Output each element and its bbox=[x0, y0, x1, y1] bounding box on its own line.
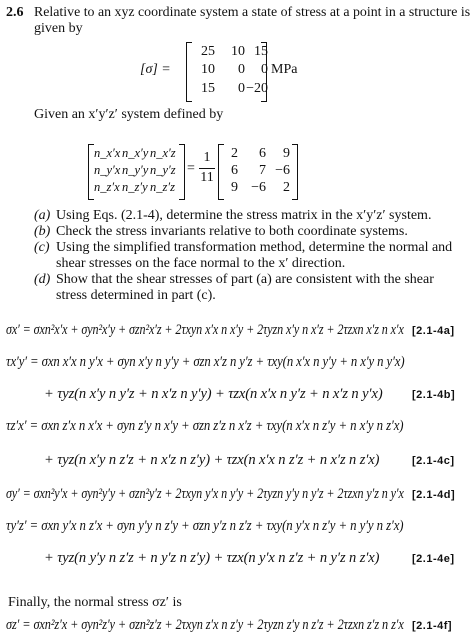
unit-label: MPa bbox=[271, 62, 298, 77]
matrix-cell: 15 bbox=[201, 81, 215, 96]
matrix-cell: −20 bbox=[246, 81, 268, 96]
equation-text: τy′z′ = σxn y′x n z′x + σyn y′y n z′y + σzn y′z n z′z + τxy(n y′x n z′y + n y′y n z′x) bbox=[6, 518, 404, 534]
equation-line bbox=[6, 354, 405, 371]
equation-line bbox=[6, 418, 403, 435]
transform-matrix-cell: 7 bbox=[259, 163, 266, 178]
equation-text: σz′ = σxn²z′x + σyn²z′y + σzn²z′z + 2τxyn z′x n z′y + 2τyzn z′y n z′z + 2τzxn z′z n z′x bbox=[6, 617, 404, 633]
fraction-numerator: 1 bbox=[203, 150, 211, 165]
transform-matrix-cell: 2 bbox=[283, 180, 290, 195]
equation-2.1-4f bbox=[6, 617, 404, 634]
part-label: (a) bbox=[34, 208, 51, 223]
equation-line bbox=[6, 486, 404, 503]
equation-tag: [2.1-4d] bbox=[412, 489, 456, 501]
equation-tag: [2.1-4e] bbox=[412, 553, 455, 565]
part-text: Check the stress invariants relative to both coordinate systems. bbox=[56, 224, 408, 239]
part-text-continued: stress determined in part (c). bbox=[56, 288, 216, 303]
finally-text: Finally, the normal stress σz′ is bbox=[8, 595, 182, 610]
part-text: Using Eqs. (2.1-4), determine the stress matrix in the x′y′z′ system. bbox=[56, 208, 432, 223]
right-bracket bbox=[179, 144, 185, 200]
equation-tag: [2.1-4a] bbox=[412, 325, 455, 337]
matrix-cell: 0 bbox=[238, 81, 245, 96]
transform-matrix-cell: 9 bbox=[231, 180, 238, 195]
part-text: Show that the shear stresses of part (a) are consistent with the shear bbox=[56, 272, 434, 287]
equation-line bbox=[44, 386, 383, 403]
part-label: (c) bbox=[34, 240, 50, 255]
part-label: (d) bbox=[34, 272, 51, 287]
matrix-cell: 15 bbox=[254, 44, 268, 59]
equation-text: σx′ = σxn²x′x + σyn²x′y + σzn²x′z + 2τxyn x′x n x′y + 2τyzn x′y n x′z + 2τzxn x′z n x′x bbox=[6, 322, 404, 338]
matrix-cell: 10 bbox=[201, 62, 215, 77]
sigma-label: [σ] = bbox=[140, 62, 171, 77]
equation-tag: [2.1-4b] bbox=[412, 389, 456, 401]
fraction-line bbox=[199, 168, 215, 169]
transform-matrix-cell: −6 bbox=[275, 163, 290, 178]
direction-cosine-cell: n_z′z bbox=[150, 180, 175, 194]
equation-text: + τyz(n y′y n z′z + n y′z n z′y) + τzx(n y′x n z′z + n y′z n z′x) bbox=[44, 550, 380, 566]
matrix-cell: 10 bbox=[231, 44, 245, 59]
transform-matrix-cell: 2 bbox=[231, 146, 238, 161]
equation-tag: [2.1-4c] bbox=[412, 455, 455, 467]
transform-matrix-cell: 9 bbox=[283, 146, 290, 161]
given-text: Given an x′y′z′ system defined by bbox=[34, 107, 224, 122]
matrix-cell: 0 bbox=[238, 62, 245, 77]
matrix-cell: 25 bbox=[201, 44, 215, 59]
matrix-cell: 0 bbox=[261, 62, 268, 77]
left-bracket bbox=[186, 42, 192, 102]
transform-matrix-cell: 6 bbox=[231, 163, 238, 178]
part-text-continued: shear stresses on the face normal to the x′ direction. bbox=[56, 256, 346, 271]
direction-cosine-cell: n_y′x bbox=[94, 163, 121, 177]
equals-sign: = bbox=[187, 161, 195, 176]
equation-text: τz′x′ = σxn z′x n x′x + σyn z′y n x′y + σzn z′z n x′z + τxy(n x′x n z′y + n x′y n z′x) bbox=[6, 418, 404, 434]
equation-text: + τyz(n x′y n y′z + n x′z n y′y) + τzx(n x′x n y′z + n x′z n y′x) bbox=[44, 386, 383, 402]
right-bracket bbox=[292, 144, 298, 200]
equation-line bbox=[44, 550, 379, 567]
transform-matrix-cell: 6 bbox=[259, 146, 266, 161]
transform-matrix-cell: −6 bbox=[251, 180, 266, 195]
direction-cosine-cell: n_x′y bbox=[122, 146, 149, 160]
part-text: Using the simplified transformation method, determine the normal and bbox=[56, 240, 453, 255]
direction-cosine-cell: n_x′z bbox=[150, 146, 176, 160]
fraction-denominator: 11 bbox=[200, 170, 214, 185]
direction-cosine-cell: n_z′x bbox=[94, 180, 120, 194]
equation-text: + τyz(n x′y n z′z + n x′z n z′y) + τzx(n x′x n z′z + n x′z n z′x) bbox=[44, 452, 380, 468]
direction-cosine-cell: n_y′y bbox=[122, 163, 149, 177]
problem-number: 2.6 bbox=[6, 5, 24, 20]
intro-line-1: Relative to an xyz coordinate system a state of stress at a point in a structure is bbox=[34, 5, 471, 20]
equation-line bbox=[6, 322, 404, 339]
part-label: (b) bbox=[34, 224, 51, 239]
equation-text: σy′ = σxn²y′x + σyn²y′y + σzn²y′z + 2τxyn y′x n y′y + 2τyzn y′y n y′z + 2τzxn y′z n y′x bbox=[6, 486, 404, 502]
direction-cosine-cell: n_z′y bbox=[122, 180, 148, 194]
equation-text: τx′y′ = σxn x′x n y′x + σyn x′y n y′y + σzn x′z n y′z + τxy(n x′x n y′y + n x′y n y′x) bbox=[6, 354, 405, 370]
direction-cosine-cell: n_x′x bbox=[94, 146, 121, 160]
equation-line bbox=[6, 518, 403, 535]
equation-tag: [2.1-4f] bbox=[412, 620, 453, 632]
direction-cosine-cell: n_y′z bbox=[150, 163, 176, 177]
intro-line-2: given by bbox=[34, 21, 83, 36]
equation-line bbox=[44, 452, 379, 469]
